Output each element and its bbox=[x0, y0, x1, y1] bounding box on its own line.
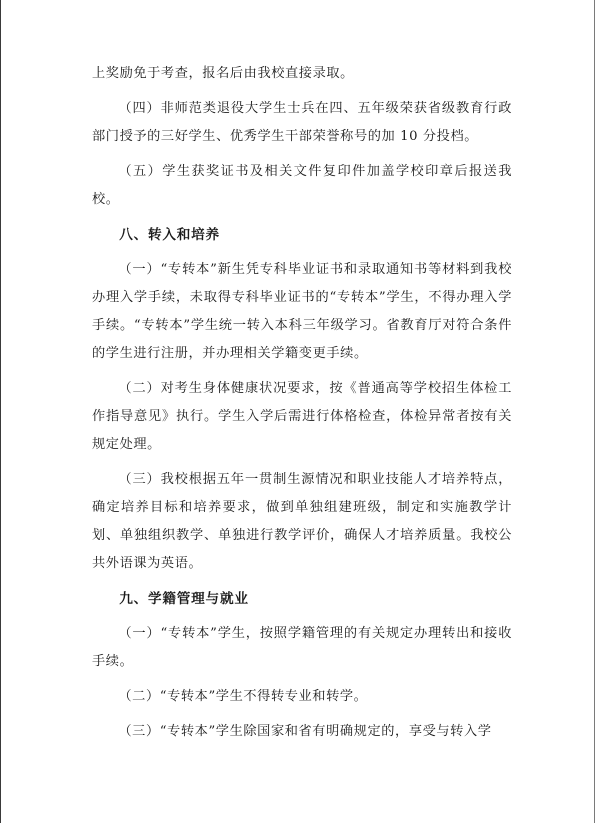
paragraph-gap bbox=[92, 88, 512, 95]
paragraph-gap bbox=[92, 368, 512, 375]
paragraph-gap bbox=[92, 151, 512, 158]
paragraph-health-check: （二）对考生身体健康状况要求，按《普通高等学校招生体检工作指导意见》执行。学生入学后需进行体格检查，体检异常者按有关规定处理。 bbox=[92, 381, 512, 452]
paragraph-gap bbox=[92, 676, 512, 683]
paragraph-gap bbox=[92, 578, 512, 585]
section-heading-status-employment: 九、学籍管理与就业 bbox=[119, 591, 249, 607]
paragraph-gap bbox=[92, 711, 512, 718]
paragraph-reward-exemption: 上奖励免于考查，报名后由我校直接录取。 bbox=[92, 66, 354, 81]
paragraph-item-4: （四）非师范类退役大学生士兵在四、五年级荣获省级教育行政部门授予的三好学生、优秀学生干部荣誉称号的加 10 分投档。 bbox=[92, 101, 512, 144]
paragraph-rights: （三）“专转本”学生除国家和省有明确规定的，享受与转入学 bbox=[118, 724, 492, 739]
paragraph-no-major-change: （二）“专转本”学生不得转专业和转学。 bbox=[118, 689, 368, 704]
paragraph-enrollment: （一）“专转本”新生凭专科毕业证书和录取通知书等材料到我校办理入学手续，未取得专科毕业证书的“专转本”学生，不得办理入学手续。“专转本”学生统一转入本科三年级学习。省教育厅对符合条件的学生进行注册，并办理相关学籍变更手续。 bbox=[92, 262, 512, 361]
paragraph-gap bbox=[92, 613, 512, 620]
paragraph-gap bbox=[92, 214, 512, 221]
paragraph-gap bbox=[92, 249, 512, 256]
paragraph-gap bbox=[92, 459, 512, 466]
paragraph-item-5: （五）学生获奖证书及相关文件复印件加盖学校印章后报送我校。 bbox=[92, 164, 512, 207]
paragraph-status-transfer: （一）“专转本”学生，按照学籍管理的有关规定办理转出和接收手续。 bbox=[92, 626, 512, 669]
document-body bbox=[92, 60, 512, 746]
section-heading-transfer-training: 八、转入和培养 bbox=[119, 227, 220, 243]
paragraph-training-plan: （三）我校根据五年一贯制生源情况和职业技能人才培养特点，确定培养目标和培养要求，做到单独组建班级，制定和实施教学计划、单独组织教学、单独进行教学评价，确保人才培养质量。我校公共外语课为英语。 bbox=[92, 472, 512, 571]
